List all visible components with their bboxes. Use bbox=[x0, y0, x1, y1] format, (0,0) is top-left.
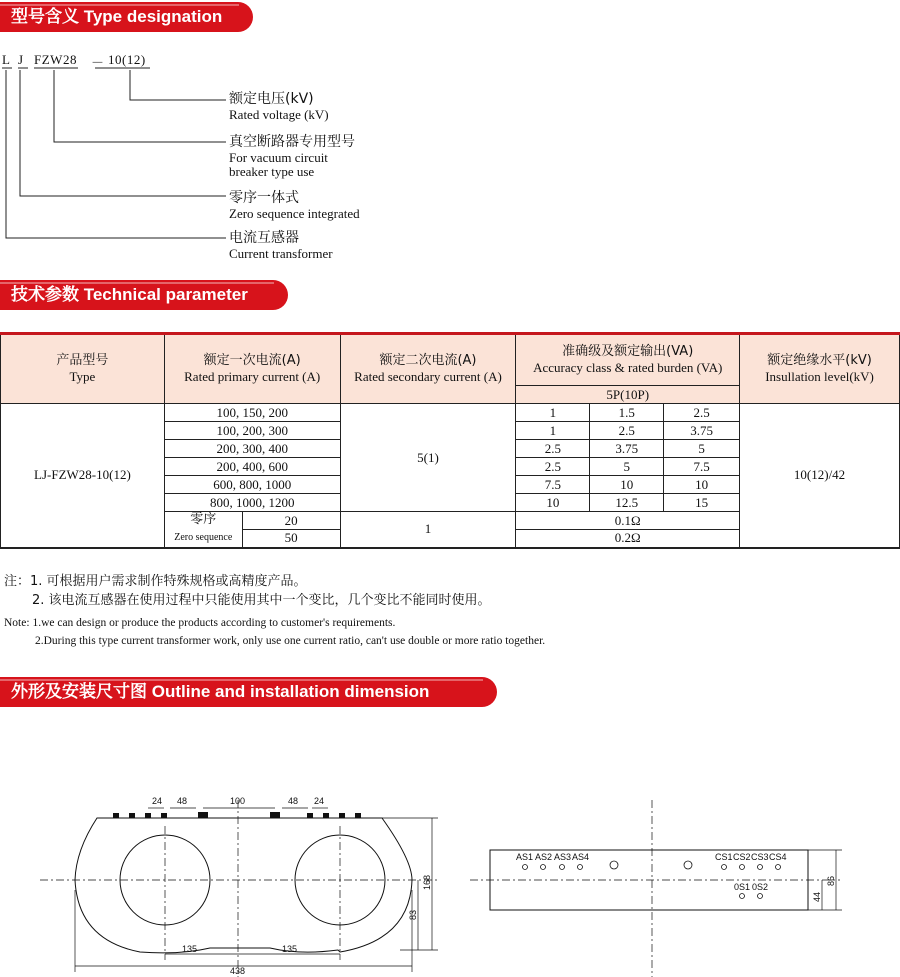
cell-burden: 5 bbox=[590, 458, 664, 476]
dim-438: 438 bbox=[230, 966, 246, 976]
cell-burden: 3.75 bbox=[590, 440, 664, 458]
cell-primary-zero: 20 bbox=[242, 512, 340, 530]
outline-drawing-svg bbox=[0, 790, 900, 977]
terminal-0s2: 0S2 bbox=[752, 882, 769, 892]
header-insulation: 额定绝缘水平(kV) Insullation level(kV) bbox=[740, 334, 900, 404]
notes-chinese: 注：1. 可根据用户需求制作特殊规格或高精度产品。 2. 该电流互感器在使用过程中只能使用其中一个变比，几个变比不能同时使用。 bbox=[4, 574, 491, 608]
cell-primary: 100, 200, 300 bbox=[164, 422, 340, 440]
dim-83: 83 bbox=[408, 909, 418, 920]
cell-burden: 1 bbox=[516, 404, 590, 422]
cell-burden: 7.5 bbox=[664, 458, 740, 476]
dim-48-left: 48 bbox=[177, 796, 188, 806]
label-vacuum-breaker: 真空断路器专用型号 For vacuum circuit breaker type use bbox=[229, 134, 355, 179]
header-type: 产品型号 Type bbox=[1, 334, 165, 404]
dim-135-left: 135 bbox=[182, 944, 198, 954]
header-primary-current: 额定一次电流(A) Rated primary current (A) bbox=[164, 334, 340, 404]
code-voltage: 10(12) bbox=[108, 52, 146, 67]
notes-english: Note: 1.we can design or produce the products according to customer's requirements. 2.During this type current transformer work, only use one current ratio, can't use double or more ratio together. bbox=[4, 617, 546, 647]
section-title-technical-parameter: 技术参数 Technical parameter bbox=[0, 280, 288, 310]
header-accuracy: 准确级及额定输出(VA) Accuracy class & rated burden (VA) bbox=[516, 334, 740, 386]
cell-burden: 12.5 bbox=[590, 494, 664, 512]
terminal-0s1: 0S1 bbox=[734, 882, 751, 892]
cell-burden: 15 bbox=[664, 494, 740, 512]
cell-primary: 100, 150, 200 bbox=[164, 404, 340, 422]
cell-secondary-zero: 1 bbox=[340, 512, 516, 548]
cell-burden: 10 bbox=[516, 494, 590, 512]
dim-86: 86 bbox=[826, 875, 836, 886]
cell-insulation-value: 10(12)/42 bbox=[740, 404, 900, 548]
section-title-outline: 外形及安装尺寸图 Outline and installation dimension bbox=[0, 677, 497, 707]
cell-burden: 5 bbox=[664, 440, 740, 458]
dim-100: 100 bbox=[230, 796, 246, 806]
dim-135-right: 135 bbox=[282, 944, 298, 954]
section-title-type-designation: 型号含义 Type designation bbox=[0, 2, 253, 32]
cell-primary-zero: 50 bbox=[242, 530, 340, 548]
dim-44: 44 bbox=[812, 891, 822, 902]
label-current-transformer: 电流互感器 Current transformer bbox=[229, 230, 333, 261]
cell-type-value: LJ-FZW28-10(12) bbox=[1, 404, 165, 548]
cell-burden-zero: 0.1Ω bbox=[516, 512, 740, 530]
cell-burden: 1.5 bbox=[590, 404, 664, 422]
terminal-cs1: CS1 bbox=[715, 852, 733, 862]
cell-primary: 200, 400, 600 bbox=[164, 458, 340, 476]
code-l: L bbox=[2, 52, 11, 67]
code-dash: － bbox=[91, 55, 105, 70]
cell-primary: 600, 800, 1000 bbox=[164, 476, 340, 494]
terminal-as4: AS4 bbox=[572, 852, 590, 862]
header-accuracy-sub: 5P(10P) bbox=[516, 386, 740, 404]
outline-drawing bbox=[0, 790, 900, 977]
terminal-cs3: CS3 bbox=[751, 852, 769, 862]
header-secondary-current: 额定二次电流(A) Rated secondary current (A) bbox=[340, 334, 516, 404]
cell-burden: 7.5 bbox=[516, 476, 590, 494]
cell-burden: 10 bbox=[590, 476, 664, 494]
cell-burden: 1 bbox=[516, 422, 590, 440]
technical-parameter-table bbox=[0, 332, 900, 549]
label-zero-sequence: 零序一体式 Zero sequence integrated bbox=[229, 190, 360, 221]
terminal-cs4: CS4 bbox=[769, 852, 787, 862]
dim-24-left: 24 bbox=[152, 796, 163, 806]
terminal-cs2: CS2 bbox=[733, 852, 751, 862]
cell-burden: 2.5 bbox=[664, 404, 740, 422]
cell-zero-sequence-label: 零序 Zero sequence bbox=[164, 512, 242, 548]
terminal-as1: AS1 bbox=[516, 852, 534, 862]
cell-burden: 2.5 bbox=[590, 422, 664, 440]
cell-burden: 10 bbox=[664, 476, 740, 494]
type-designation-diagram bbox=[0, 48, 460, 268]
terminal-as3: AS3 bbox=[554, 852, 572, 862]
cell-primary: 800, 1000, 1200 bbox=[164, 494, 340, 512]
code-j: J bbox=[18, 52, 24, 67]
cell-burden: 2.5 bbox=[516, 458, 590, 476]
terminal-as2: AS2 bbox=[535, 852, 553, 862]
dim-24-right: 24 bbox=[314, 796, 325, 806]
label-rated-voltage: 额定电压(kV) Rated voltage (kV) bbox=[229, 91, 329, 122]
cell-burden: 2.5 bbox=[516, 440, 590, 458]
cell-burden: 3.75 bbox=[664, 422, 740, 440]
dim-168: 168 bbox=[422, 874, 432, 890]
code-fzw28: FZW28 bbox=[34, 52, 77, 67]
cell-secondary-main: 5(1) bbox=[340, 404, 516, 512]
cell-burden-zero: 0.2Ω bbox=[516, 530, 740, 548]
cell-primary: 200, 300, 400 bbox=[164, 440, 340, 458]
dim-48-right: 48 bbox=[288, 796, 299, 806]
